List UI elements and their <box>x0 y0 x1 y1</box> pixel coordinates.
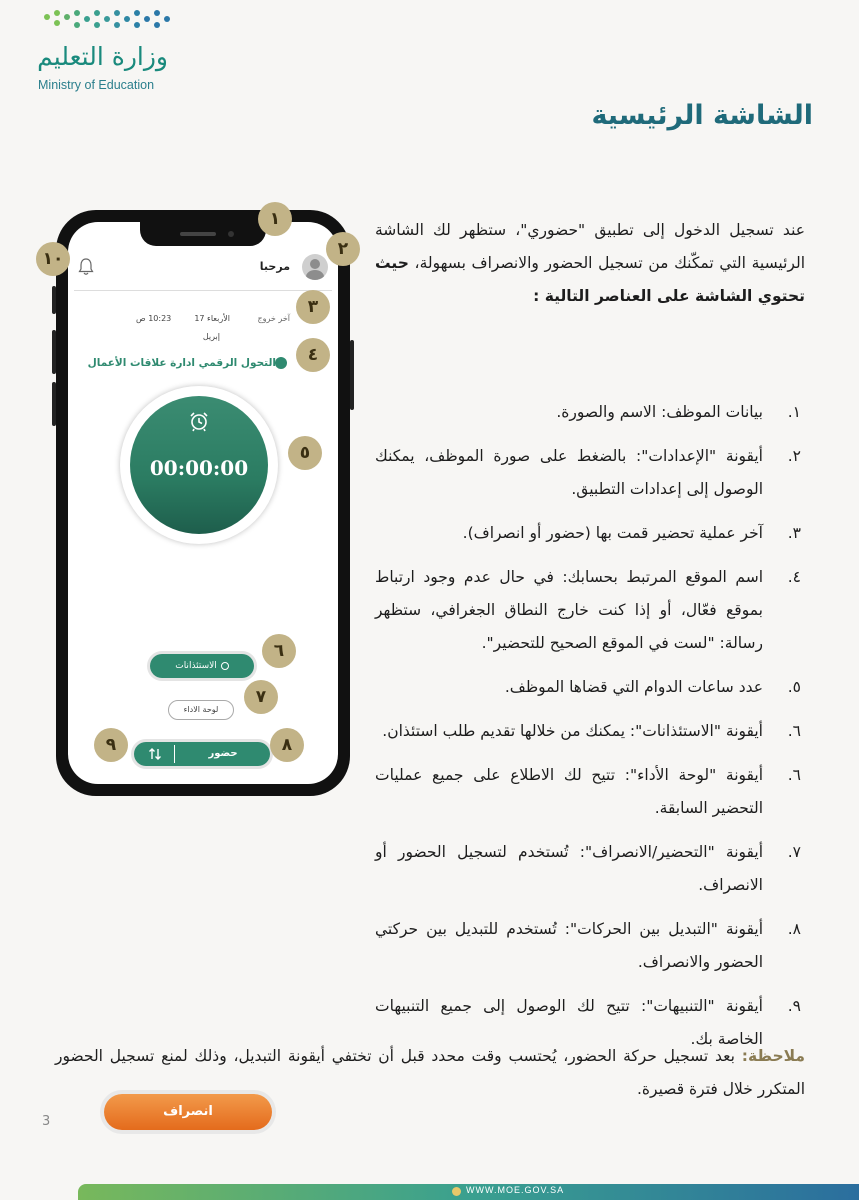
badge-5: ٥ <box>288 436 322 470</box>
phone-notch <box>140 222 266 246</box>
page-number: 3 <box>42 1114 51 1129</box>
list-item-text: عدد ساعات الدوام التي قضاها الموظف. <box>504 678 763 696</box>
speaker-icon <box>180 232 216 236</box>
intro-bold-text: حيث تحتوي الشاشة على العناصر التالية : <box>375 254 805 305</box>
attendance-toggle[interactable] <box>134 742 270 766</box>
footer-url[interactable]: WWW.MOE.GOV.SA <box>466 1185 565 1195</box>
list-item-text: أيقونة "التبديل بين الحركات": تُستخدم للتبديل بين حركتي الحضور والانصراف. <box>375 920 763 971</box>
list-item <box>375 561 805 660</box>
page-title: الشاشة الرئيسية <box>591 100 813 131</box>
list-item-number: ٦. <box>787 766 801 784</box>
intro-paragraph <box>375 214 805 313</box>
note-label: ملاحظة: <box>741 1047 805 1065</box>
work-hours-timer: 00:00:00 <box>149 456 249 480</box>
timer-circle <box>130 396 268 534</box>
list-item-text: اسم الموقع المرتبط بحسابك: في حال عدم وجود ارتباط بموقع فعّال، أو إذا كنت خارج النطاق الجغرافي، ستظهر رسالة: "لست في الموقع الصحيح للتحضير". <box>375 568 763 652</box>
list-item <box>375 913 805 979</box>
switch-arrows-icon[interactable] <box>148 747 162 761</box>
phone-mute-button <box>52 286 56 314</box>
badge-4: ٤ <box>296 338 330 372</box>
list-item-number: ٩. <box>787 997 801 1015</box>
dashboard-button[interactable]: لوحة الاداء <box>168 700 234 720</box>
phone-volume-down <box>52 382 56 426</box>
badge-9: ٩ <box>94 728 128 762</box>
location-name: التحول الرقمي ادارة علاقات الأعمال <box>87 357 276 369</box>
list-item-number: ٤. <box>787 568 801 586</box>
list-item <box>375 671 805 704</box>
badge-2: ٢ <box>326 232 360 266</box>
bell-icon[interactable] <box>78 258 94 276</box>
list-item <box>375 396 805 429</box>
note-text: بعد تسجيل حركة الحضور، يُحتسب وقت محدد قبل أن تختفي أيقونة التبديل، وذلك لمنع تسجيل الحضور المتكرر خلال فترة قصيرة. <box>55 1047 805 1098</box>
list-item-text: أيقونة "لوحة الأداء": تتيح لك الاطلاع على جميع عمليات التحضير السابقة. <box>375 766 763 817</box>
list-item-number: ٢. <box>787 447 801 465</box>
attendance-button[interactable]: حضور <box>208 748 238 759</box>
last-action-day: الأربعاء 17 <box>194 314 230 323</box>
phone-volume-up <box>52 330 56 374</box>
logo-dots-icon <box>40 8 170 38</box>
ministry-logo <box>34 8 174 92</box>
last-action-time: 10:23 ص <box>136 314 172 323</box>
list-item-text: أيقونة "التنبيهات": تتيح لك الوصول إلى جميع التنبيهات الخاصة بك. <box>375 997 763 1048</box>
list-item-text: أيقونة "التحضير/الانصراف": تُستخدم لتسجيل الحضور أو الانصراف. <box>375 843 763 894</box>
list-item-number: ٧. <box>787 843 801 861</box>
footer-bar <box>78 1184 859 1200</box>
list-item-text: بيانات الموظف: الاسم والصورة. <box>556 403 763 421</box>
list-item-number: ٦. <box>787 722 801 740</box>
timer-ring <box>120 386 278 544</box>
welcome-text: مرحبا <box>259 260 290 273</box>
badge-3: ٣ <box>296 290 330 324</box>
list-item-text: أيقونة "الاستئذانات": يمكنك من خلالها تقديم طلب استئذان. <box>382 722 763 740</box>
list-item-text: أيقونة "الإعدادات": بالضغط على صورة الموظف، يمكنك الوصول إلى إعدادات التطبيق. <box>375 447 763 498</box>
badge-7: ٧ <box>244 680 278 714</box>
badge-1: ١ <box>258 202 292 236</box>
logo-arabic-text: وزارة التعليم <box>37 42 168 71</box>
leave-button[interactable]: انصراف <box>104 1094 272 1130</box>
permissions-label: الاستئذانات <box>175 661 217 671</box>
header-divider <box>74 290 332 291</box>
badge-6: ٦ <box>262 634 296 668</box>
list-item <box>375 836 805 902</box>
logo-english-text: Ministry of Education <box>38 78 155 92</box>
phone-power-button <box>350 340 354 410</box>
list-item <box>375 715 805 748</box>
alarm-clock-icon <box>188 410 210 432</box>
toggle-separator <box>174 745 175 763</box>
list-item-number: ٥. <box>787 678 801 696</box>
moe-emblem-icon <box>452 1187 461 1196</box>
list-item-number: ٨. <box>787 920 801 938</box>
list-item-text: آخر عملية تحضير قمت بها (حضور أو انصراف). <box>462 524 763 542</box>
intro-text: عند تسجيل الدخول إلى تطبيق "حضوري"، ستظهر لك الشاشة الرئيسية التي تمكّنك من تسجيل الحضور والانصراف بسهولة، <box>375 221 805 272</box>
clock-icon <box>221 662 229 670</box>
location-icon <box>275 357 287 369</box>
badge-8: ٨ <box>270 728 304 762</box>
list-item-number: ٣. <box>787 524 801 542</box>
avatar[interactable] <box>302 254 328 280</box>
list-item-number: ١. <box>787 403 801 421</box>
list-item <box>375 440 805 506</box>
camera-icon <box>228 231 234 237</box>
list-item <box>375 517 805 550</box>
badge-10: ١٠ <box>36 242 70 276</box>
last-action-month: إبريل <box>202 332 220 341</box>
elements-list <box>375 396 805 1067</box>
last-action-label: آخر خروج <box>257 314 290 323</box>
list-item <box>375 759 805 825</box>
permissions-button[interactable] <box>150 654 254 678</box>
